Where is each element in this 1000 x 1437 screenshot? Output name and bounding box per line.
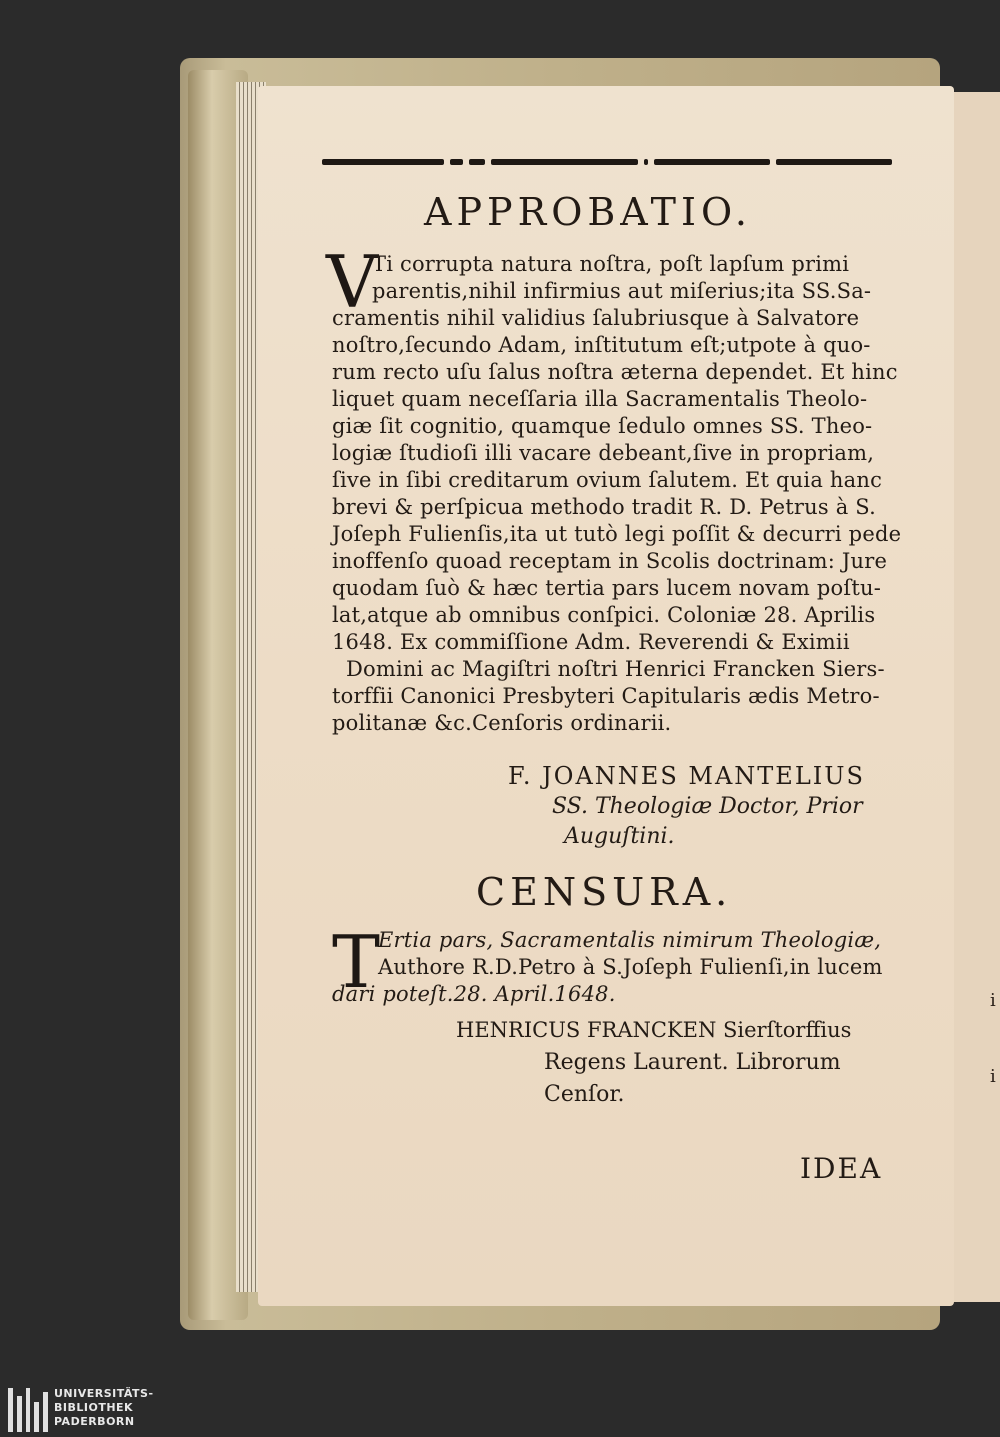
library-logo-icon (8, 1388, 48, 1432)
approbatio-signature-order: Auguſtini. (564, 824, 675, 849)
censura-dropcap: T (332, 920, 381, 1004)
censura-line: dari poteſt.28. April.1648. (332, 982, 616, 1006)
censura-heading: CENSURA. (476, 870, 733, 914)
approbatio-line: inoffenſo quoad receptam in Scolis doctrinam: Jure (332, 549, 888, 573)
approbatio-line: lat,atque ab omnibus conſpici. Coloniæ 28. Aprilis (332, 603, 876, 627)
library-logo-line: BIBLIOTHEK (54, 1401, 134, 1414)
approbatio-line: liquet quam neceſſaria illa Sacramentalis Theolo- (332, 387, 868, 411)
approbatio-line: parentis,nihil infirmius aut miſerius;ita SS.Sa- (372, 279, 872, 303)
approbatio-heading: APPROBATIO. (424, 190, 752, 234)
approbatio-line: Domini ac Magiſtri noſtri Henrici Francken Siers- (346, 657, 885, 681)
catchword: IDEA (800, 1152, 883, 1185)
approbatio-signature-name: F. JOANNES MANTELIUS (508, 762, 865, 790)
approbatio-line: quodam ſuò & hæc tertia pars lucem novam poſtu- (332, 576, 882, 600)
approbatio-line: logiæ ſtudioſi illi vacare debeant,ſive in propriam, (332, 441, 875, 465)
approbatio-line: Ti corrupta natura noſtra, poſt lapſum primi (372, 252, 850, 276)
approbatio-dropcap: V (326, 240, 378, 324)
approbatio-line: ſive in ſibi creditarum ovium ſalutem. Et quia hanc (332, 468, 883, 492)
approbatio-signature-title: SS. Theologiæ Doctor, Prior (552, 794, 863, 819)
approbatio-line: torffii Canonici Presbyteri Capitularis ædis Metro- (332, 684, 880, 708)
censura-signature-role: Cenſor. (544, 1082, 625, 1107)
library-logo-text (54, 1387, 194, 1429)
approbatio-line: rum recto uſu ſalus noſtra æterna dependet. Et hinc (332, 360, 898, 384)
approbatio-line: giæ ſit cognitio, quamque ſedulo omnes SS. Theo- (332, 414, 873, 438)
censura-line: Ertia pars, Sacramentalis nimirum Theologiæ, (378, 928, 882, 952)
approbatio-line: brevi & perſpicua methodo tradit R. D. Petrus à S. (332, 495, 877, 519)
approbatio-line: Joſeph Fulienſis,ita ut tutò legi poſſit & decurri pede (332, 522, 902, 546)
facing-page-fragment: i (990, 990, 996, 1011)
censura-signature-title: Regens Laurent. Librorum (544, 1050, 841, 1075)
censura-signature-name: HENRICUS FRANCKEN Sierſtorffius (456, 1018, 852, 1042)
facing-page-fragment: i (990, 1066, 996, 1087)
censura-line: Authore R.D.Petro à S.Joſeph Fulienſi,in lucem (378, 955, 883, 979)
approbatio-line: 1648. Ex commiſſione Adm. Reverendi & Eximii (332, 630, 850, 654)
decorative-rule (322, 157, 892, 167)
library-logo-line: PADERBORN (54, 1415, 135, 1428)
facing-page-edge (952, 92, 1000, 1302)
library-logo-line: UNIVERSITÄTS- (54, 1387, 154, 1400)
approbatio-line: noſtro,ſecundo Adam, inſtitutum eſt;utpote à quo- (332, 333, 871, 357)
approbatio-line: cramentis nihil validius ſalubriusque à Salvatore (332, 306, 860, 330)
approbatio-line: politanæ &c.Cenſoris ordinarii. (332, 711, 672, 735)
